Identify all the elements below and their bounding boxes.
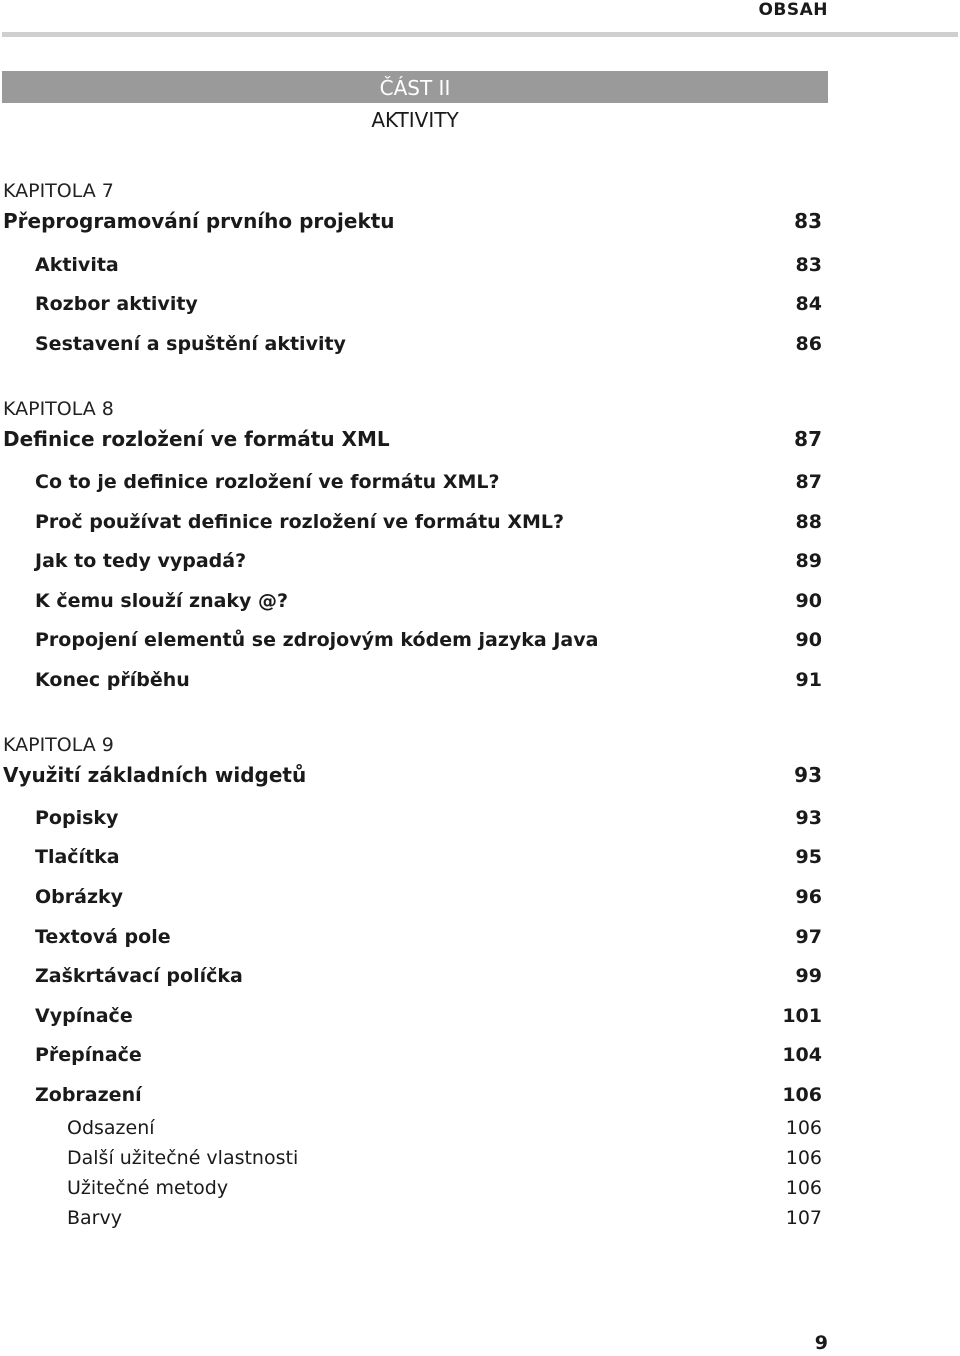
page-ref: 106: [785, 1147, 822, 1169]
chapter-title: Definice rozložení ve formátu XML: [3, 427, 390, 451]
toc-section[interactable]: [0, 332, 822, 356]
chapter-7-entry[interactable]: [0, 209, 822, 233]
page-ref: 87: [795, 471, 822, 493]
page-ref: 96: [795, 886, 822, 908]
page-ref: 93: [795, 807, 822, 829]
section-title: Vypínače: [35, 1005, 133, 1027]
page-ref: 106: [785, 1117, 822, 1139]
section-title: Propojení elementů se zdrojovým kódem jazyka Java: [35, 629, 599, 651]
section-title: Zaškrtávací políčka: [35, 965, 243, 987]
page-ref: 104: [782, 1044, 822, 1066]
section-title: Rozbor aktivity: [35, 293, 198, 315]
section-title: Jak to tedy vypadá?: [35, 550, 247, 572]
toc-section[interactable]: [0, 589, 822, 613]
section-title: Sestavení a spuštění aktivity: [35, 333, 346, 355]
page-ref: 89: [795, 550, 822, 572]
subsection-title: Další užitečné vlastnosti: [67, 1147, 299, 1169]
page-ref: 83: [794, 209, 822, 233]
chapter-8-entry[interactable]: [0, 427, 822, 451]
section-title: Co to je definice rozložení ve formátu XML?: [35, 471, 500, 493]
chapter-title: Využití základních widgetů: [3, 763, 307, 787]
running-head: OBSAH: [758, 0, 828, 20]
toc-section[interactable]: [0, 1004, 822, 1028]
page-ref: 90: [795, 590, 822, 612]
toc-section[interactable]: [0, 1043, 822, 1067]
toc-section[interactable]: [0, 628, 822, 652]
section-title: Popisky: [35, 807, 119, 829]
toc-section[interactable]: [0, 253, 822, 277]
subsection-title: Užitečné metody: [67, 1177, 229, 1199]
section-title: Zobrazení: [35, 1084, 142, 1106]
page-ref: 93: [794, 763, 822, 787]
page-ref: 90: [795, 629, 822, 651]
toc-section[interactable]: [0, 549, 822, 573]
page-ref: 107: [785, 1207, 822, 1229]
toc-section[interactable]: [0, 925, 822, 949]
page-ref: 87: [794, 427, 822, 451]
section-title: Tlačítka: [35, 846, 120, 868]
toc-section[interactable]: [0, 292, 822, 316]
part-subtitle: AKTIVITY: [371, 108, 459, 132]
chapter-8-label: KAPITOLA 8: [3, 398, 114, 420]
toc-section[interactable]: [0, 845, 822, 869]
page-ref: 106: [785, 1177, 822, 1199]
page-ref: 88: [795, 511, 822, 533]
toc-section[interactable]: [0, 964, 822, 988]
page-ref: 106: [782, 1084, 822, 1106]
page-ref: 97: [795, 926, 822, 948]
section-title: Přepínače: [35, 1044, 142, 1066]
section-title: Konec příběhu: [35, 669, 190, 691]
section-title: Obrázky: [35, 886, 124, 908]
page-ref: 99: [795, 965, 822, 987]
page-ref: 91: [795, 669, 822, 691]
chapter-7-label: KAPITOLA 7: [3, 180, 114, 202]
chapter-9-entry[interactable]: [0, 763, 822, 787]
toc-subsection[interactable]: [0, 1116, 822, 1140]
section-title: Aktivita: [35, 254, 119, 276]
toc-subsection[interactable]: [0, 1176, 822, 1200]
toc-section[interactable]: [0, 510, 822, 534]
section-title: Textová pole: [35, 926, 171, 948]
toc-section[interactable]: [0, 1083, 822, 1107]
toc-subsection[interactable]: [0, 1206, 822, 1230]
section-title: Proč používat definice rozložení ve formátu XML?: [35, 511, 565, 533]
page-ref: 83: [795, 254, 822, 276]
toc-section[interactable]: [0, 885, 822, 909]
section-title: K čemu slouží znaky @?: [35, 590, 289, 612]
page-ref: 101: [782, 1005, 822, 1027]
page-number: 9: [814, 1332, 828, 1354]
toc-section[interactable]: [0, 668, 822, 692]
chapter-title: Přeprogramování prvního projektu: [3, 209, 395, 233]
header-rule: [2, 32, 958, 37]
page-ref: 86: [795, 333, 822, 355]
toc-subsection[interactable]: [0, 1146, 822, 1170]
toc-section[interactable]: [0, 806, 822, 830]
toc-section[interactable]: [0, 470, 822, 494]
part-title: ČÁST II: [2, 71, 828, 103]
page-ref: 95: [795, 846, 822, 868]
subsection-title: Barvy: [67, 1207, 122, 1229]
chapter-9-label: KAPITOLA 9: [3, 734, 114, 756]
page-ref: 84: [795, 293, 822, 315]
subsection-title: Odsazení: [67, 1117, 155, 1139]
